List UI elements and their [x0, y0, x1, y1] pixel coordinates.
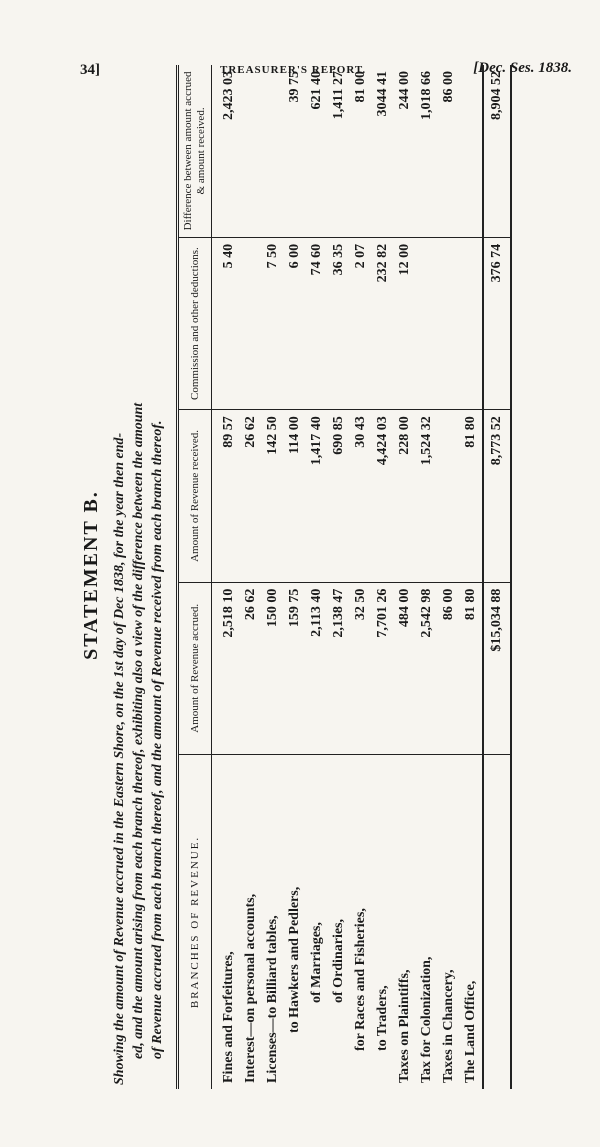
branch-cell: Taxes on Plaintiffs,	[397, 969, 412, 1083]
table-row	[284, 65, 306, 1089]
accrued-cell: 2,113 40	[306, 582, 328, 754]
commission-cell	[460, 237, 483, 409]
commission-cell: 36 35	[328, 237, 350, 409]
received-cell: 81 80	[460, 410, 483, 582]
accrued-cell: 2,542 98	[416, 582, 438, 754]
table-row	[240, 65, 262, 1089]
difference-cell: 244 00	[394, 65, 416, 237]
branch-cell: of Ordinaries,	[331, 919, 346, 1003]
received-cell: 142 50	[262, 410, 284, 582]
table-body	[212, 65, 484, 1089]
total-commission: 376 74	[483, 237, 511, 409]
branch-cell: to Traders,	[375, 985, 390, 1051]
difference-cell: 86 00	[438, 65, 460, 237]
statement-block	[80, 55, 550, 1095]
page-number: 34]	[80, 62, 100, 78]
table-row	[328, 65, 350, 1089]
difference-cell: 3044 41	[372, 65, 394, 237]
commission-cell: 2 07	[350, 237, 372, 409]
received-cell: 114 00	[284, 410, 306, 582]
totals-row	[483, 65, 511, 1089]
accrued-cell: 2,518 10	[212, 582, 241, 754]
accrued-cell: 484 00	[394, 582, 416, 754]
table-row	[262, 65, 284, 1089]
header-accrued: Amount of Revenue accrued.	[178, 582, 212, 754]
total-received: 8,773 52	[483, 410, 511, 582]
revenue-table	[176, 65, 512, 1089]
branch-cell: Tax for Colonization,	[419, 956, 434, 1083]
difference-cell: 39 75	[284, 65, 306, 237]
branch-cell: Taxes in Chancery,	[441, 969, 456, 1083]
received-cell	[438, 410, 460, 582]
difference-cell: 81 00	[350, 65, 372, 237]
accrued-cell: 86 00	[438, 582, 460, 754]
table-row	[460, 65, 483, 1089]
received-cell: 228 00	[394, 410, 416, 582]
accrued-cell: 150 00	[262, 582, 284, 754]
totals-label	[483, 754, 511, 1089]
commission-cell: 5 40	[212, 237, 241, 409]
difference-cell: 621 40	[306, 65, 328, 237]
header-branches: BRANCHES OF REVENUE.	[178, 754, 212, 1089]
report-title: TREASURER'S REPORT.	[220, 64, 367, 76]
difference-cell	[460, 65, 483, 237]
table-row	[416, 65, 438, 1089]
table-row	[212, 65, 241, 1089]
accrued-cell: 81 80	[460, 582, 483, 754]
received-cell: 26 62	[240, 410, 262, 582]
session-label: [Dec. Ses. 1838.	[473, 60, 572, 76]
total-difference: 8,904 52	[483, 65, 511, 237]
received-cell: 690 85	[328, 410, 350, 582]
commission-cell	[438, 237, 460, 409]
table-row	[306, 65, 328, 1089]
difference-cell	[262, 65, 284, 237]
table-row	[372, 65, 394, 1089]
received-cell: 4,424 03	[372, 410, 394, 582]
received-cell: 1,524 32	[416, 410, 438, 582]
difference-cell	[240, 65, 262, 237]
statement-title: STATEMENT B.	[80, 490, 102, 660]
header-commission: Commission and other deductions.	[178, 237, 212, 409]
accrued-cell: 26 62	[240, 582, 262, 754]
received-cell: 89 57	[212, 410, 241, 582]
description-line: ed, and the amount arising from each branch thereof, exhibiting also a view of the difference between the amount	[131, 402, 146, 1059]
statement-description	[110, 65, 167, 1085]
header-difference: Difference between amount accrued & amount received.	[178, 65, 212, 237]
commission-cell: 12 00	[394, 237, 416, 409]
difference-cell: 2,423 03	[212, 65, 241, 237]
branch-cell: of Marriages,	[309, 922, 324, 1003]
description-line: Showing the amount of Revenue accrued in the Eastern Shore, on the 1st day of Dec 1838, for the year then end-	[112, 432, 127, 1085]
accrued-cell: 32 50	[350, 582, 372, 754]
accrued-cell: 7,701 26	[372, 582, 394, 754]
commission-cell: 7 50	[262, 237, 284, 409]
branch-cell: Licenses—to Billiard tables,	[265, 915, 280, 1083]
commission-cell	[240, 237, 262, 409]
received-cell: 30 43	[350, 410, 372, 582]
commission-cell: 232 82	[372, 237, 394, 409]
total-accrued: $15,034 88	[483, 582, 511, 754]
description-line: of Revenue accrued from each branch thereof, and the amount of Revenue received from each branch thereof.	[150, 420, 165, 1059]
table-row	[438, 65, 460, 1089]
difference-cell: 1,411 27	[328, 65, 350, 237]
branch-cell: Fines and Forfeitures,	[221, 951, 236, 1083]
accrued-cell: 2,138 47	[328, 582, 350, 754]
difference-cell: 1,018 66	[416, 65, 438, 237]
table-row	[350, 65, 372, 1089]
table-row	[394, 65, 416, 1089]
branch-cell: Interest—on personal accounts,	[243, 893, 258, 1083]
branch-cell: The Land Office,	[463, 980, 478, 1083]
commission-cell: 6 00	[284, 237, 306, 409]
received-cell: 1,417 40	[306, 410, 328, 582]
branch-cell: for Races and Fisheries,	[353, 908, 368, 1051]
header-received: Amount of Revenue received.	[178, 410, 212, 582]
accrued-cell: 159 75	[284, 582, 306, 754]
branch-cell: to Hawkers and Pedlers,	[287, 886, 302, 1033]
commission-cell: 74 60	[306, 237, 328, 409]
table-header-row	[178, 65, 212, 1089]
commission-cell	[416, 237, 438, 409]
